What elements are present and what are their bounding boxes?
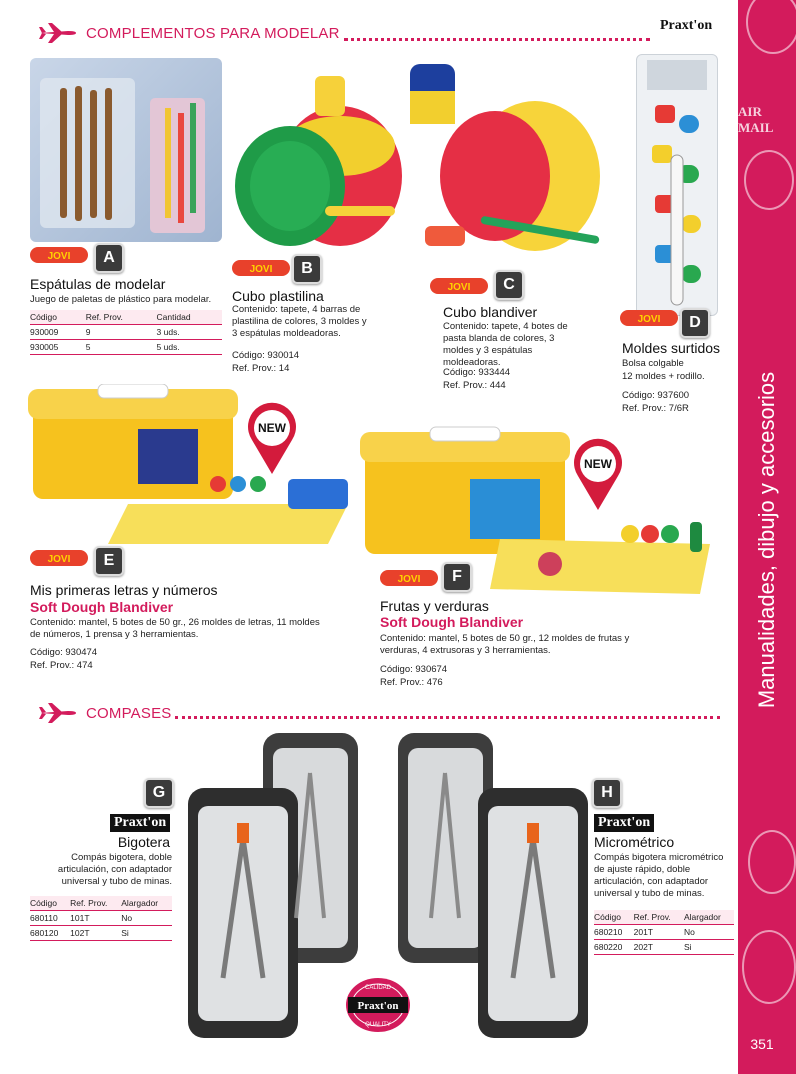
product-title-d: Moldes surtidos [622,340,721,356]
new-label: NEW [584,457,612,471]
jovi-logo-text: JOVI [447,282,471,293]
blandiver-bucket-illustration [405,56,610,276]
jovi-logo-icon [232,258,290,278]
product-desc-c: Contenido: tapete, 4 botes de pasta blanda de colores, 3 moldes y 3 espátulas moldeadoras. [443,321,568,368]
product-title-h: Micrométrico [594,834,675,850]
product-title-a: Espátulas de modelar [30,276,166,292]
product-ref-f: Ref. Prov.: 476 [380,677,443,688]
product-badge-a: A [94,243,124,273]
section-header-modelar [38,20,340,46]
jovi-logo-icon [380,568,438,588]
molds-bag-illustration [637,55,717,315]
airplane-icon [38,702,78,724]
bucket-illustration [230,66,405,256]
product-subtitle-e: Soft Dough Blandiver [30,599,174,615]
section-title: COMPASES [86,704,172,722]
jovi-logo-text: JOVI [47,554,71,565]
praxton-logo: Praxt'on [110,814,170,832]
product-ref-d: Ref. Prov.: 7/6R [622,403,689,414]
product-ref-e: Ref. Prov.: 474 [30,660,93,671]
section-title: COMPLEMENTOS PARA MODELAR [86,24,340,42]
product-photo-a [30,58,222,242]
product-badge-c: C [494,270,524,300]
table-row: 680220 202T Si [594,940,734,955]
product-desc-d2: 12 moldes + rodillo. [622,371,705,382]
new-pin-icon [244,400,300,476]
jovi-logo-icon [620,308,678,328]
postmark-stamp-icon [748,830,796,894]
jovi-logo-text: JOVI [249,264,273,275]
new-label: NEW [258,421,286,435]
dotted-divider [344,38,650,41]
product-ref-c: Ref. Prov.: 444 [443,380,506,391]
ref-table-a: Código Ref. Prov. Cantidad 930009 9 3 uds. 930005 5 5 uds. [30,310,222,355]
product-badge-e: E [94,546,124,576]
product-ref-b: Ref. Prov.: 14 [232,363,290,374]
product-title-e: Mis primeras letras y números [30,582,218,598]
jovi-logo-text: JOVI [397,574,421,585]
product-code-e: Código: 930474 [30,647,98,658]
product-title-g: Bigotera [117,834,170,850]
seal-brand-text: Praxt'on [357,1000,399,1012]
table-row: 680110 101T No [30,911,172,926]
product-desc-a: Juego de paletas de plástico para modelar. [30,294,212,305]
jovi-logo-text: JOVI [637,314,661,325]
jovi-logo-text: JOVI [47,251,71,262]
product-badge-d: D [680,308,710,338]
product-desc-d1: Bolsa colgable [622,358,684,369]
table-row: 680120 102T Si [30,926,172,941]
page-number: 351 [750,1036,774,1052]
product-badge-f: F [442,562,472,592]
seal-bottom-text: QUALITY [365,1022,391,1028]
table-row: 930009 9 3 uds. [30,325,222,340]
ref-table-h: Código Ref. Prov. Alargador 680210 201T No 680220 202T Si [594,910,734,955]
jovi-logo-icon [430,276,488,296]
table-row: 680210 201T No [594,925,734,940]
brand-logo-top: Praxt'on [660,18,713,33]
product-desc-f: Contenido: mantel, 5 botes de 50 gr., 12 moldes de frutas y verduras, 4 extrusoras y 3 herramientas. [380,633,630,656]
product-title-f: Frutas y verduras [380,598,489,614]
product-photo-e [28,384,368,544]
jovi-logo-icon [30,548,88,568]
product-desc-b: Contenido: tapete, 4 barras de plastilina de colores, 3 moldes y 3 espátulas moldeadoras. [232,304,367,339]
new-pin-icon [570,436,626,512]
product-badge-g: G [144,778,174,808]
table-row: 930005 5 5 uds. [30,340,222,355]
product-subtitle-f: Soft Dough Blandiver [380,614,524,630]
postmark-stamp-icon [746,0,796,54]
jovi-logo-icon [30,245,88,265]
dotted-divider [175,716,720,719]
section-vertical-title: Manualidades, dibujo y accesorios [754,371,779,709]
ref-table-g: Código Ref. Prov. Alargador 680110 101T No 680120 102T Si [30,896,172,941]
postmark-stamp-icon [744,150,794,210]
airmail-stamp-text: AIR MAIL [738,104,774,135]
product-desc-h: Compás bigotera micrométrico de ajuste rápido, doble articulación, con adaptador universal y tubo de minas. [594,852,724,899]
product-badge-h: H [592,778,622,808]
airplane-icon [38,22,78,44]
product-desc-g: Compás bigotera, doble articulación, con adaptador universal y tubo de minas. [57,852,172,887]
product-title-c: Cubo blandiver [443,304,538,320]
product-photo-c [405,56,610,276]
letters-kit-illustration [28,384,368,544]
postmark-stamp-icon [742,930,796,1004]
product-photo-d [636,54,718,316]
seal-top-text: CALIDAD [364,985,392,991]
product-code-d: Código: 937600 [622,390,690,401]
quality-seal-icon [344,975,412,1035]
product-title-b: Cubo plastilina [232,288,324,304]
spatulas-illustration [30,58,222,242]
product-code-c: Código: 933444 [443,367,511,378]
product-badge-b: B [292,254,322,284]
product-code-f: Código: 930674 [380,664,448,675]
product-desc-e: Contenido: mantel, 5 botes de 50 gr., 26 moldes de letras, 11 moldes de números, 1 prensa y 3 herramientas. [30,617,320,640]
praxton-logo: Praxt'on [594,814,654,832]
section-header-compases [38,700,172,726]
product-photo-b [230,66,405,256]
product-code-b: Código: 930014 [232,350,300,361]
